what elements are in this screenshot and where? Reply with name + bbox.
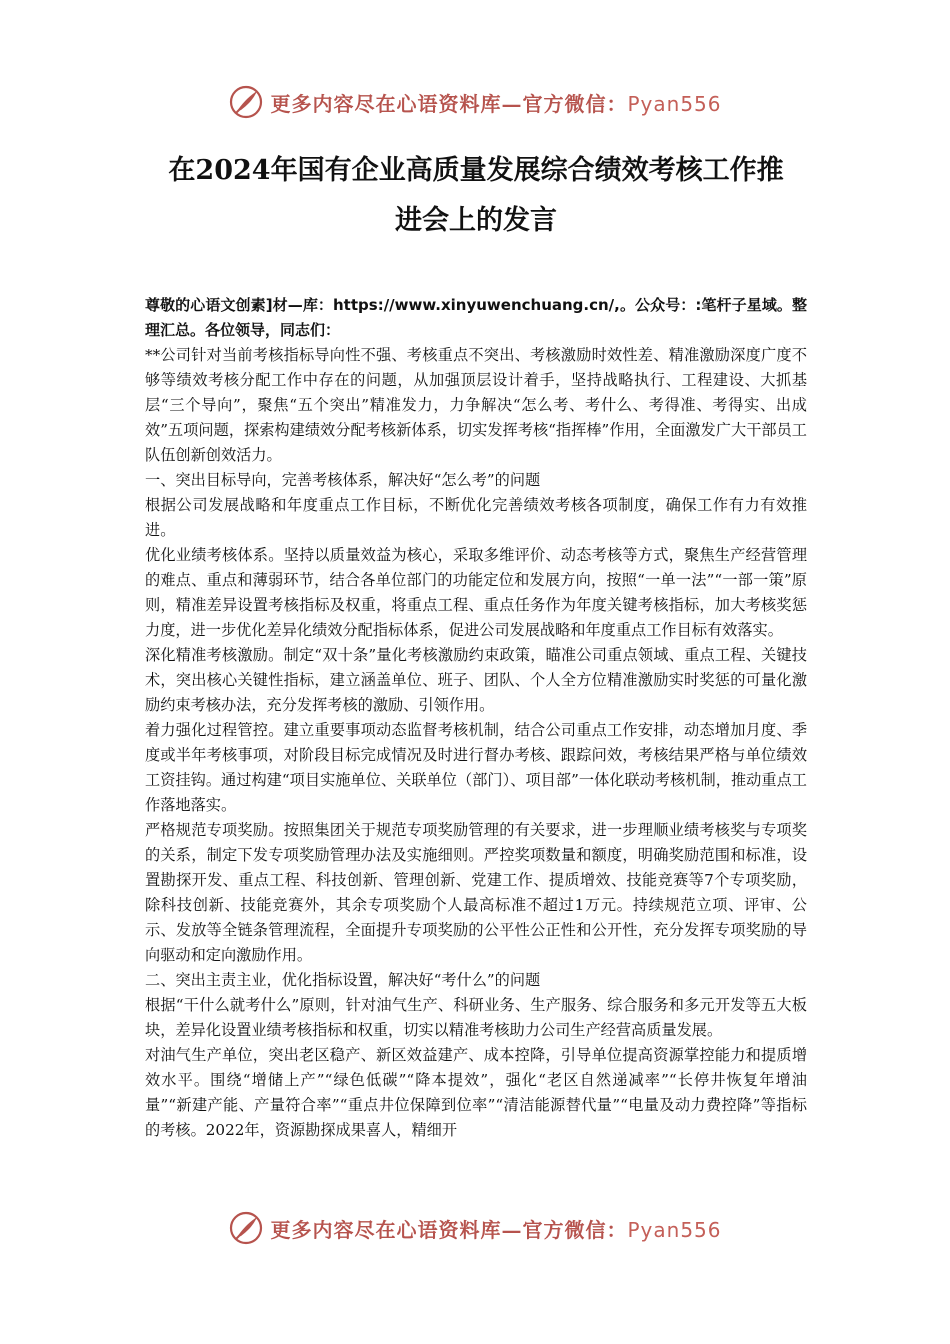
paragraph: 根据“干什么就考什么”原则，针对油气生产、科研业务、生产服务、综合服务和多元开发等五大板块，差异化设置业绩考核指标和权重，切实以精准考核助力公司生产经营高质量发展。 — [145, 996, 807, 1039]
header-banner — [0, 82, 950, 122]
footer-banner — [0, 1208, 950, 1248]
paragraph: 根据公司发展战略和年度重点工作目标，不断优化完善绩效考核各项制度，确保工作有力有效推进。 — [145, 496, 807, 539]
banner-text — [270, 88, 721, 117]
quill-ink-icon — [228, 1210, 264, 1246]
banner-text — [270, 1214, 721, 1243]
document-title — [145, 146, 807, 246]
section-heading: 一、突出目标导向，完善考核体系，解决好“怎么考”的问题 — [145, 471, 541, 489]
quill-ink-icon — [228, 84, 264, 120]
paragraph: 对油气生产单位，突出老区稳产、新区效益建产、成本控降，引导单位提高资源掌控能力和提质增效水平。围绕“增储上产”“绿色低碳”“降本提效”，强化“老区自然递减率”“长停井恢复年增油量”“新建产能、产量符合率”“重点井位保障到位率”“清洁能源替代量”“电量及动力费控降”等指标的考核。2022年，资源勘探成果喜人，精细开 — [145, 1046, 807, 1139]
paragraph: 着力强化过程管控。建立重要事项动态监督考核机制，结合公司重点工作安排，动态增加月度、季度或半年考核事项，对阶段目标完成情况及时进行督办考核、跟踪问效，考核结果严格与单位绩效工资挂钩。通过构建“项目实施单位、关联单位（部门）、项目部”一体化联动考核机制，推动重点工作落地落实。 — [145, 721, 807, 814]
paragraph: 优化业绩考核体系。坚持以质量效益为核心，采取多维评价、动态考核等方式，聚焦生产经营管理的难点、重点和薄弱环节，结合各单位部门的功能定位和发展方向，按照“一单一法”“一部一策”原则，精准差异设置考核指标及权重，将重点工程、重点任务作为年度关键考核指标，加大考核奖惩力度，进一步优化差异化绩效分配指标体系，促进公司发展战略和年度重点工作目标有效落实。 — [145, 546, 807, 639]
paragraph: 严格规范专项奖励。按照集团关于规范专项奖励管理的有关要求，进一步理顺业绩考核奖与专项奖的关系，制定下发专项奖励管理办法及实施细则。严控奖项数量和额度，明确奖励范围和标准，设置勘探开发、重点工程、科技创新、管理创新、党建工作、提质增效、技能竞赛等7个专项奖励，除科技创新、技能竞赛外，其余专项奖励个人最高标准不超过1万元。持续规范立项、评审、公示、发放等全链条管理流程，全面提升专项奖励的公平性公正性和公开性，充分发挥专项奖励的导向驱动和定向激励作用。 — [145, 821, 807, 964]
banner-wechat-id: Pyan556 — [627, 1217, 722, 1242]
banner-label: 更多内容尽在心语资料库—官方微信： — [270, 1217, 628, 1242]
paragraph: **公司针对当前考核指标导向性不强、考核重点不突出、考核激励时效性差、精准激励深度广度不够等绩效考核分配工作中存在的问题，从加强顶层设计着手，坚持战略执行、工程建设、大抓基层“三个导向”，聚焦“五个突出”精准发力，力争解决“怎么考、考什么、考得准、考得实、出成效”五项问题，探索构建绩效分配考核新体系，切实发挥考核“指挥棒”作用，全面激发广大干部员工队伍创新创效活力。 — [145, 346, 807, 464]
title-line-1: 在2024年国有企业高质量发展综合绩效考核工作推 — [168, 155, 784, 186]
document-body — [145, 293, 807, 1143]
intro-line: 尊敬的心语文创素]材—库：https://www.xinyuwenchuang.cn/,。公众号：:笔杆子星域。整理汇总。各位领导，同志们： — [145, 296, 807, 339]
section-heading: 二、突出主责主业，优化指标设置，解决好“考什么”的问题 — [145, 971, 541, 989]
paragraph: 深化精准考核激励。制定“双十条”量化考核激励约束政策，瞄准公司重点领域、重点工程、关键技术，突出核心关键性指标，建立涵盖单位、班子、团队、个人全方位精准激励实时奖惩的可量化激励约束考核办法，充分发挥考核的激励、引领作用。 — [145, 646, 807, 714]
title-line-2: 进会上的发言 — [395, 205, 557, 236]
banner-label: 更多内容尽在心语资料库—官方微信： — [270, 91, 628, 116]
banner-wechat-id: Pyan556 — [627, 91, 722, 116]
